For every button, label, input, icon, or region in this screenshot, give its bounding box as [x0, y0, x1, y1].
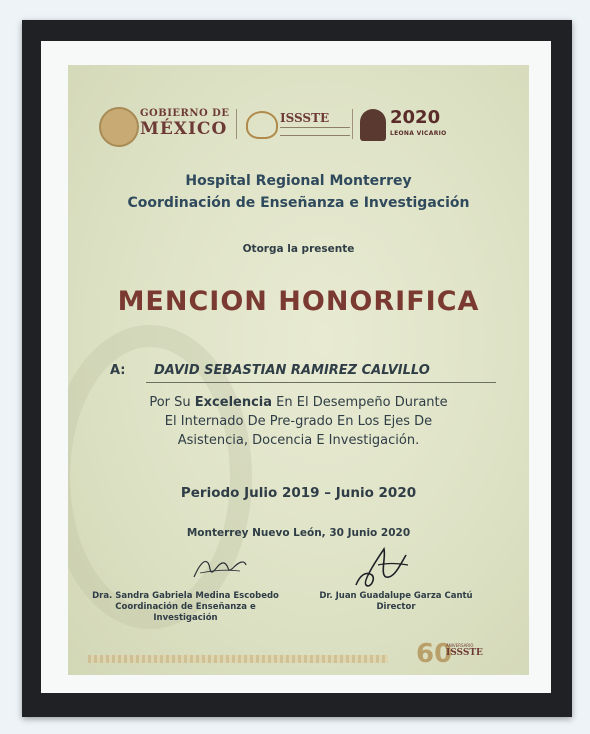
signature-1-icon — [190, 553, 248, 583]
citation-line1 — [68, 393, 529, 412]
signer-director — [296, 591, 496, 613]
grant-phrase: Otorga la presente — [242, 243, 355, 255]
name-underline — [146, 382, 496, 383]
gobierno-logo-text — [140, 109, 229, 138]
citation-line1-post: En El Desempeño Durante — [272, 395, 448, 410]
year-logo: 2020 — [390, 107, 441, 128]
certificate-title: MENCION HONORIFICA — [117, 286, 480, 317]
gobierno-line1: GOBIERNO DE — [140, 108, 230, 119]
signer-name: Dra. Sandra Gabriela Medina Escobedo — [92, 591, 279, 601]
citation-text — [68, 393, 529, 450]
issste-emblem-icon — [246, 111, 278, 139]
picture-frame — [22, 20, 572, 717]
issste-subtitle-lines — [280, 127, 350, 136]
logo-row — [68, 103, 529, 147]
signer-role: Coordinación de Enseñanza e — [115, 602, 256, 612]
leona-vicario-portrait-icon — [360, 109, 386, 141]
recipient-label: A: — [110, 363, 126, 378]
mexico-seal-icon — [99, 107, 139, 147]
citation-emphasis: Excelencia — [194, 395, 273, 410]
issste-logo: ISSSTE — [280, 111, 330, 125]
period: Periodo Julio 2019 – Junio 2020 — [180, 485, 417, 501]
hospital-name: Hospital Regional Monterrey — [185, 173, 412, 189]
department-name: Coordinación de Enseñanza e Investigación — [127, 195, 470, 211]
citation-line2: El Internado De Pre-grado En Los Ejes De — [164, 414, 433, 429]
gobierno-line2: MÉXICO — [140, 119, 228, 139]
recipient-name: DAVID SEBASTIAN RAMIREZ CALVILLO — [154, 363, 430, 378]
signer-name: Dr. Juan Guadalupe Garza Cantú — [319, 591, 473, 601]
place-date: Monterrey Nuevo León, 30 Junio 2020 — [186, 527, 411, 539]
signer-role-cont: Investigación — [153, 613, 218, 623]
logo-divider — [352, 109, 353, 139]
frame-mat — [41, 41, 551, 693]
citation-line1-pre: Por Su — [149, 395, 195, 410]
citation-line3: Asistencia, Docencia E Investigación. — [177, 433, 420, 448]
leona-vicario-label: LEONA VICARIO — [390, 130, 447, 137]
signer-coordinator — [88, 591, 283, 624]
logo-divider — [236, 109, 237, 139]
signer-role: Director — [376, 602, 416, 612]
signature-2-icon — [350, 545, 412, 593]
anniversary-issste-logo: ISSSTE — [446, 648, 483, 658]
anniversary-small-label: ANIVERSARIO — [446, 643, 474, 648]
certificate — [68, 65, 529, 675]
anniversary-number: 60 — [416, 639, 453, 669]
decorative-band — [88, 655, 388, 663]
